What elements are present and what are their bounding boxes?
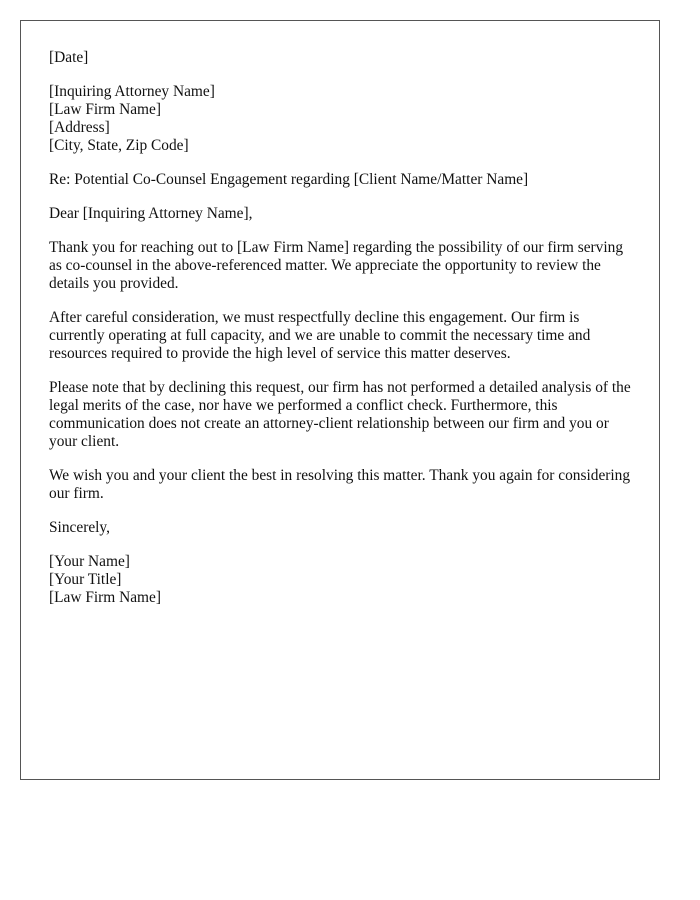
closing [49, 519, 631, 537]
subject-line [49, 171, 631, 189]
subject-text: Re: Potential Co-Counsel Engagement regarding [Client Name/Matter Name] [49, 171, 529, 188]
closing-text: Sincerely, [49, 519, 110, 536]
signer-title: [Your Title] [49, 571, 122, 588]
recipient-firm: [Law Firm Name] [49, 101, 161, 118]
paragraph-text: We wish you and your client the best in resolving this matter. Thank you again for considering our firm. [49, 467, 631, 502]
body-paragraph-3 [49, 379, 631, 451]
paragraph-text: Please note that by declining this request, our firm has not performed a detailed analysis of the legal merits of the case, nor have we performed a conflict check. Furthermore, this communication does not create an attorney-client relationship between our firm and you or your client. [49, 379, 631, 450]
paragraph-text: Thank you for reaching out to [Law Firm Name] regarding the possibility of our firm serving as co-counsel in the above-referenced matter. We appreciate the opportunity to review the details you provided. [49, 239, 624, 292]
recipient-address [49, 83, 631, 155]
signature-block [49, 553, 631, 607]
paragraph-text: After careful consideration, we must respectfully decline this engagement. Our firm is currently operating at full capacity, and we are unable to commit the necessary time and resources required to provide the high level of service this matter deserves. [49, 309, 591, 362]
recipient-name: [Inquiring Attorney Name] [49, 83, 215, 100]
body-paragraph-4 [49, 467, 631, 503]
signer-firm: [Law Firm Name] [49, 589, 161, 606]
date-text: [Date] [49, 49, 89, 66]
body-paragraph-2 [49, 309, 631, 363]
letter-page [20, 20, 660, 780]
body-paragraph-1 [49, 239, 631, 293]
recipient-address-line: [Address] [49, 119, 110, 136]
salutation [49, 205, 631, 223]
signer-name: [Your Name] [49, 553, 130, 570]
recipient-city-state-zip: [City, State, Zip Code] [49, 137, 189, 154]
salutation-text: Dear [Inquiring Attorney Name], [49, 205, 253, 222]
letter-date [49, 49, 631, 67]
